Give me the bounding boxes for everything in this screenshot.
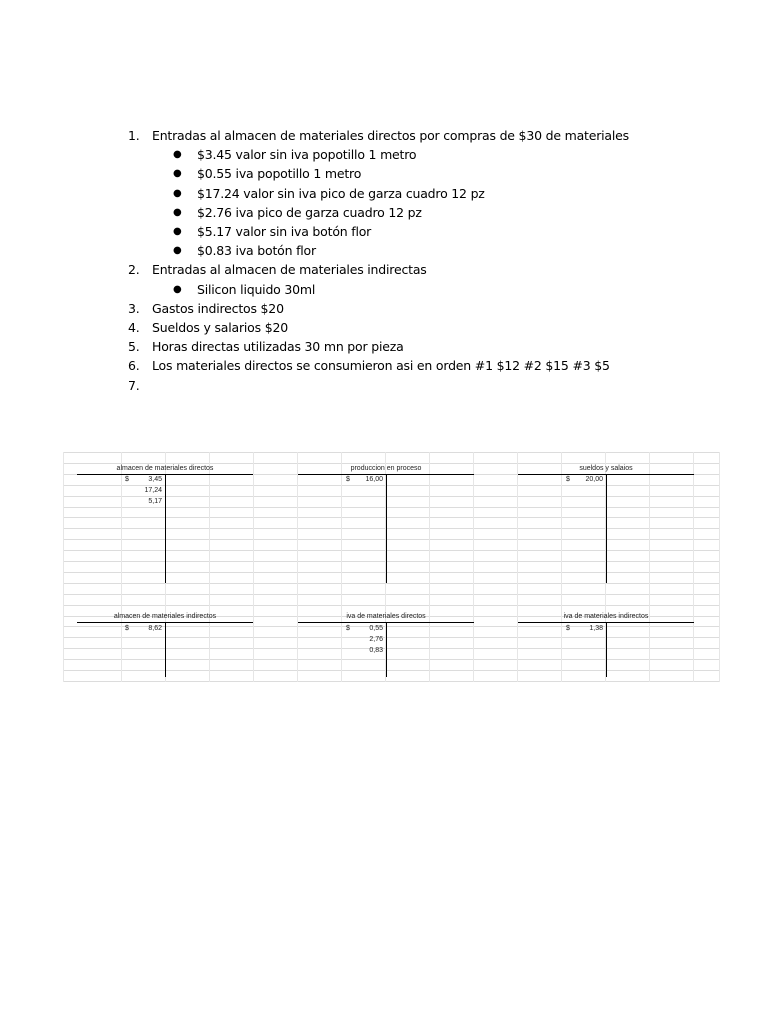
t-account-center-line <box>606 474 607 583</box>
spreadsheet-grid <box>63 452 719 682</box>
grid-row-line <box>63 637 719 638</box>
bullet-text: $3.45 valor sin iva popotillo 1 metro <box>197 147 417 163</box>
t-account-debit-value: 8,62 <box>148 624 162 632</box>
grid-row-line <box>63 550 719 551</box>
t-account-title: iva de materiales directos <box>346 613 426 621</box>
currency-symbol: $ <box>566 476 570 484</box>
bullet-icon: ● <box>173 245 182 257</box>
bullet-icon: ● <box>173 226 182 237</box>
currency-symbol: $ <box>346 476 350 484</box>
t-account-center-line <box>386 474 387 583</box>
t-account-debit-value: 17,24 <box>144 487 162 495</box>
t-account-debit-value: 16,00 <box>365 476 383 484</box>
grid-row-line <box>63 670 719 671</box>
t-account-debit-value: 2,76 <box>369 635 383 643</box>
bullet-text: $0.55 iva popotillo 1 metro <box>197 166 362 182</box>
grid-col-line <box>517 452 518 682</box>
grid-row-line <box>63 583 719 584</box>
t-account-debit-value: 5,17 <box>148 498 162 506</box>
item-number: 2. <box>128 262 140 278</box>
grid-row-line <box>63 659 719 660</box>
grid-col-line <box>473 452 474 682</box>
t-account-debit-value: 3,45 <box>148 476 162 484</box>
grid-col-line <box>561 452 562 682</box>
t-account-title: produccion en proceso <box>350 464 422 472</box>
grid-row-line <box>63 572 719 573</box>
t-account-debit-value: 1,38 <box>589 624 603 632</box>
grid-col-line <box>253 452 254 682</box>
grid-row-line <box>63 605 719 606</box>
t-account-title: sueldos y salaios <box>579 464 633 472</box>
grid-col-line <box>121 452 122 682</box>
grid-col-line <box>719 452 720 682</box>
item-number: 7. <box>128 377 140 393</box>
grid-row-line <box>63 648 719 649</box>
grid-row-line <box>63 452 719 453</box>
t-account-debit-value: 0,55 <box>369 624 383 632</box>
t-account-title: iva de materiales indirectos <box>563 613 649 621</box>
bullet-icon: ● <box>173 149 182 161</box>
currency-symbol: $ <box>346 624 350 632</box>
item-text: Sueldos y salarios $20 <box>152 320 288 335</box>
grid-col-line <box>63 452 64 682</box>
currency-symbol: $ <box>125 624 129 632</box>
item-text: Entradas al almacen de materiales indirectas <box>152 262 427 278</box>
item-number: 1. <box>128 128 140 143</box>
bullet-text: $0.83 iva botón flor <box>197 243 316 259</box>
bullet-text: $17.24 valor sin iva pico de garza cuadro 12 pz <box>197 185 485 201</box>
grid-row-line <box>63 539 719 540</box>
t-account-center-line <box>165 622 166 677</box>
item-number: 3. <box>128 300 140 316</box>
currency-symbol: $ <box>566 624 570 632</box>
item-text: Horas directas utilizadas 30 mn por pieza <box>152 339 404 355</box>
grid-row-line <box>63 528 719 529</box>
grid-row-line <box>63 681 719 682</box>
bullet-text: $2.76 iva pico de garza cuadro 12 pz <box>197 204 422 220</box>
t-account-center-line <box>165 474 166 583</box>
grid-row-line <box>63 507 719 508</box>
t-account-title: almacen de materiales directos <box>116 464 214 472</box>
grid-col-line <box>429 452 430 682</box>
item-text: Gastos indirectos $20 <box>152 300 284 316</box>
grid-col-line <box>693 452 694 682</box>
grid-row-line <box>63 517 719 518</box>
grid-row-line <box>63 561 719 562</box>
bullet-icon: ● <box>173 168 182 180</box>
bullet-text: Silicon liquido 30ml <box>197 281 316 297</box>
grid-row-line <box>63 594 719 595</box>
t-account-center-line <box>386 622 387 677</box>
item-number: 6. <box>128 358 140 374</box>
t-account-center-line <box>606 622 607 677</box>
item-number: 4. <box>128 320 140 335</box>
t-account-title: almacen de materiales indirectos <box>113 613 217 621</box>
grid-col-line <box>297 452 298 682</box>
item-text: Los materiales directos se consumieron asi en orden #1 $12 #2 $15 #3 $5 <box>152 358 610 374</box>
item-number: 5. <box>128 339 140 355</box>
bullet-icon: ● <box>173 283 182 295</box>
t-account-debit-value: 20,00 <box>585 476 603 484</box>
currency-symbol: $ <box>125 476 129 484</box>
bullet-text: $5.17 valor sin iva botón flor <box>197 224 372 239</box>
t-account-debit-value: 0,83 <box>369 646 383 654</box>
item-text: Entradas al almacen de materiales directos por compras de $30 de materiales <box>152 128 629 143</box>
grid-col-line <box>649 452 650 682</box>
bullet-icon: ● <box>173 187 182 199</box>
grid-col-line <box>341 452 342 682</box>
bullet-icon: ● <box>173 206 182 218</box>
grid-col-line <box>209 452 210 682</box>
